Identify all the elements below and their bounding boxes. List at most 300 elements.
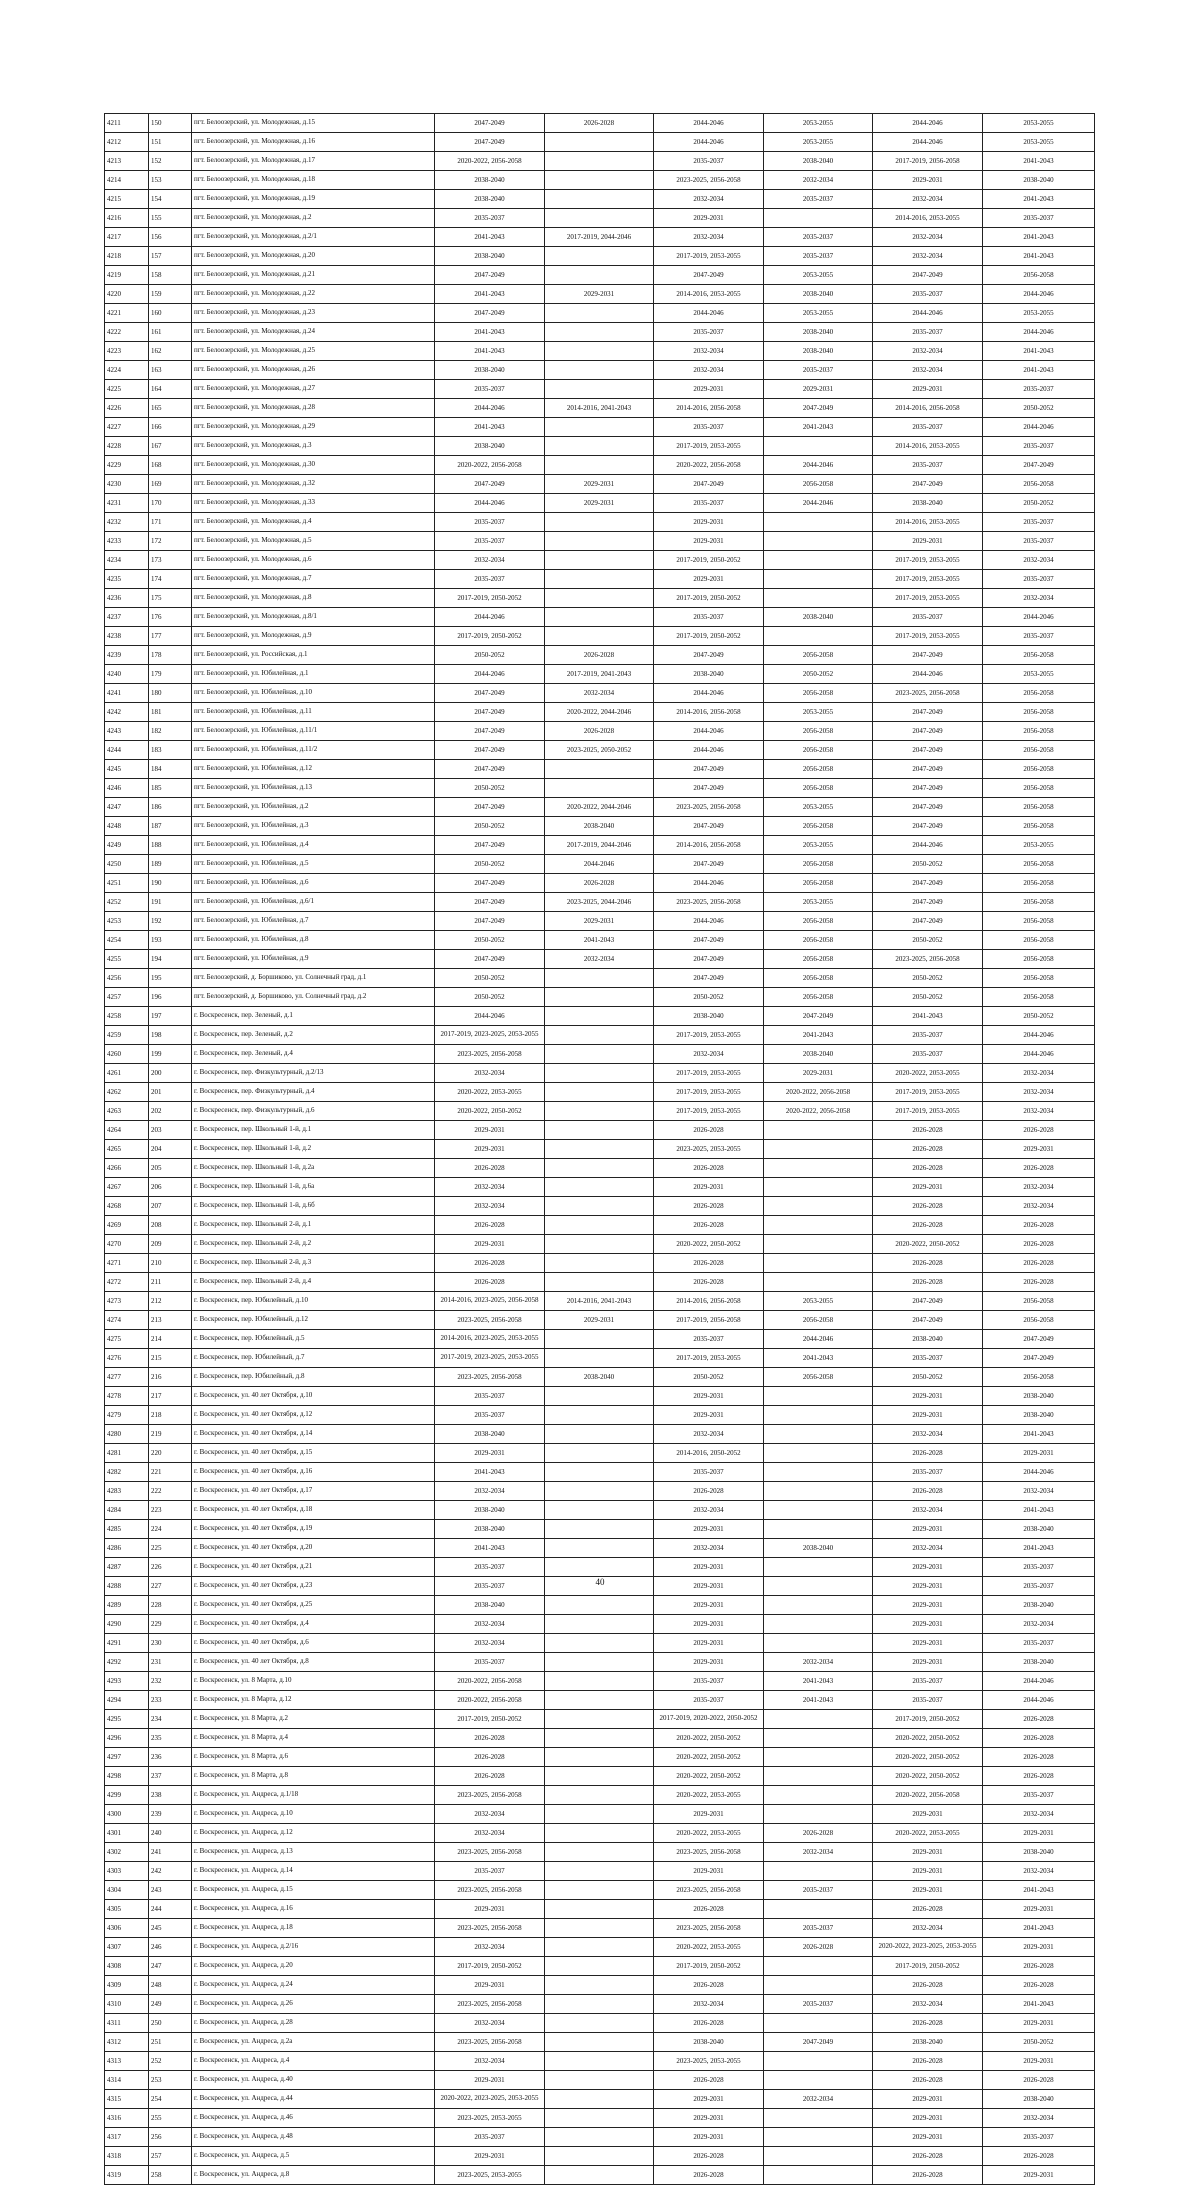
cell-period-f: 2032-2034 <box>983 1805 1095 1824</box>
cell-period-d: 2044-2046 <box>764 494 873 513</box>
cell-item-number: 162 <box>149 342 192 361</box>
cell-period-b: 2029-2031 <box>545 1311 654 1330</box>
cell-period-b <box>545 1919 654 1938</box>
cell-address: пгт. Белоозерский, ул. Юбилейная, д.9 <box>192 950 435 969</box>
cell-period-e: 2044-2046 <box>873 133 983 152</box>
cell-row-number: 4256 <box>105 969 149 988</box>
cell-item-number: 226 <box>149 1558 192 1577</box>
cell-period-e: 2029-2031 <box>873 1577 983 1596</box>
cell-address: пгт. Белоозерский, ул. Молодежная, д.7 <box>192 570 435 589</box>
cell-item-number: 255 <box>149 2109 192 2128</box>
cell-item-number: 239 <box>149 1805 192 1824</box>
cell-period-d: 2020-2022, 2056-2058 <box>764 1083 873 1102</box>
cell-address: г. Воскресенск, ул. Андреса, д.12 <box>192 1824 435 1843</box>
cell-period-a: 2023-2025, 2053-2055 <box>435 2166 545 2185</box>
cell-period-e: 2029-2031 <box>873 2128 983 2147</box>
cell-period-e: 2035-2037 <box>873 323 983 342</box>
cell-period-e: 2020-2022, 2050-2052 <box>873 1235 983 1254</box>
table-row <box>105 1995 1095 2014</box>
cell-period-c: 2044-2046 <box>654 133 764 152</box>
cell-period-f: 2038-2040 <box>983 1843 1095 1862</box>
cell-item-number: 210 <box>149 1254 192 1273</box>
cell-period-b <box>545 1064 654 1083</box>
cell-period-b <box>545 1216 654 1235</box>
cell-period-d <box>764 1159 873 1178</box>
cell-address: г. Воскресенск, ул. 40 лет Октября, д.15 <box>192 1444 435 1463</box>
cell-period-c: 2017-2019, 2053-2055 <box>654 1349 764 1368</box>
cell-period-c: 2044-2046 <box>654 722 764 741</box>
cell-period-c: 2026-2028 <box>654 2014 764 2033</box>
cell-period-f: 2038-2040 <box>983 1387 1095 1406</box>
cell-period-e: 2044-2046 <box>873 114 983 133</box>
cell-period-a: 2047-2049 <box>435 475 545 494</box>
cell-period-f: 2026-2028 <box>983 1121 1095 1140</box>
cell-period-c: 2029-2031 <box>654 1653 764 1672</box>
cell-item-number: 235 <box>149 1729 192 1748</box>
cell-period-e: 2026-2028 <box>873 2147 983 2166</box>
cell-period-e: 2032-2034 <box>873 1425 983 1444</box>
cell-address: пгт. Белоозерский, ул. Молодежная, д.15 <box>192 114 435 133</box>
cell-period-a: 2035-2037 <box>435 513 545 532</box>
table-row <box>105 551 1095 570</box>
cell-period-a: 2035-2037 <box>435 1862 545 1881</box>
cell-period-c: 2026-2028 <box>654 1254 764 1273</box>
cell-period-e: 2032-2034 <box>873 342 983 361</box>
cell-period-a: 2041-2043 <box>435 342 545 361</box>
cell-address: г. Воскресенск, ул. 8 Марта, д.2 <box>192 1710 435 1729</box>
cell-address: пгт. Белоозерский, ул. Юбилейная, д.8 <box>192 931 435 950</box>
cell-period-c: 2020-2022, 2056-2058 <box>654 456 764 475</box>
cell-period-f: 2056-2058 <box>983 912 1095 931</box>
cell-period-e: 2020-2022, 2053-2055 <box>873 1064 983 1083</box>
cell-period-e: 2047-2049 <box>873 722 983 741</box>
table-row <box>105 361 1095 380</box>
cell-period-f: 2029-2031 <box>983 1444 1095 1463</box>
table-row <box>105 2033 1095 2052</box>
cell-address: пгт. Белоозерский, ул. Молодежная, д.21 <box>192 266 435 285</box>
cell-period-e: 2032-2034 <box>873 1919 983 1938</box>
cell-period-b <box>545 627 654 646</box>
cell-row-number: 4264 <box>105 1121 149 1140</box>
cell-period-b <box>545 1634 654 1653</box>
cell-period-f: 2038-2040 <box>983 1596 1095 1615</box>
cell-period-b <box>545 247 654 266</box>
cell-period-e: 2017-2019, 2056-2058 <box>873 152 983 171</box>
cell-period-e: 2026-2028 <box>873 2071 983 2090</box>
cell-period-a: 2032-2034 <box>435 1064 545 1083</box>
cell-period-b: 2020-2022, 2044-2046 <box>545 703 654 722</box>
cell-period-c: 2026-2028 <box>654 1976 764 1995</box>
cell-period-b <box>545 608 654 627</box>
cell-period-c: 2032-2034 <box>654 228 764 247</box>
cell-address: г. Воскресенск, ул. 40 лет Октября, д.16 <box>192 1463 435 1482</box>
cell-period-c: 2029-2031 <box>654 380 764 399</box>
table-row <box>105 1083 1095 1102</box>
cell-period-b <box>545 1843 654 1862</box>
cell-period-a: 2035-2037 <box>435 1406 545 1425</box>
cell-period-c: 2014-2016, 2056-2058 <box>654 836 764 855</box>
cell-period-a: 2023-2025, 2056-2058 <box>435 1919 545 1938</box>
cell-period-e: 2032-2034 <box>873 190 983 209</box>
cell-item-number: 159 <box>149 285 192 304</box>
cell-period-a: 2017-2019, 2050-2052 <box>435 627 545 646</box>
cell-row-number: 4265 <box>105 1140 149 1159</box>
cell-period-c: 2014-2016, 2056-2058 <box>654 703 764 722</box>
cell-period-c: 2017-2019, 2053-2055 <box>654 1064 764 1083</box>
cell-period-b <box>545 1900 654 1919</box>
cell-address: пгт. Белоозерский, ул. Юбилейная, д.7 <box>192 912 435 931</box>
cell-item-number: 219 <box>149 1425 192 1444</box>
table-row <box>105 2128 1095 2147</box>
cell-period-b: 2041-2043 <box>545 931 654 950</box>
table-row <box>105 1729 1095 1748</box>
cell-period-d <box>764 551 873 570</box>
cell-period-a: 2038-2040 <box>435 190 545 209</box>
cell-period-a: 2050-2052 <box>435 646 545 665</box>
cell-item-number: 208 <box>149 1216 192 1235</box>
table-row <box>105 988 1095 1007</box>
cell-period-b <box>545 1349 654 1368</box>
cell-address: г. Воскресенск, ул. Андреса, д.44 <box>192 2090 435 2109</box>
cell-address: г. Воскресенск, ул. 40 лет Октября, д.8 <box>192 1653 435 1672</box>
cell-period-a: 2041-2043 <box>435 418 545 437</box>
cell-period-d <box>764 1862 873 1881</box>
cell-address: г. Воскресенск, пер. Юбилейный, д.10 <box>192 1292 435 1311</box>
cell-period-d <box>764 1482 873 1501</box>
cell-item-number: 174 <box>149 570 192 589</box>
cell-item-number: 164 <box>149 380 192 399</box>
cell-period-a: 2032-2034 <box>435 2052 545 2071</box>
schedule-table-body <box>105 114 1095 2185</box>
cell-period-a: 2038-2040 <box>435 171 545 190</box>
cell-item-number: 257 <box>149 2147 192 2166</box>
table-row <box>105 874 1095 893</box>
cell-item-number: 258 <box>149 2166 192 2185</box>
cell-period-c: 2017-2019, 2053-2055 <box>654 247 764 266</box>
cell-row-number: 4289 <box>105 1596 149 1615</box>
cell-address: г. Воскресенск, ул. 8 Марта, д.4 <box>192 1729 435 1748</box>
cell-period-d <box>764 532 873 551</box>
cell-period-f: 2026-2028 <box>983 1216 1095 1235</box>
cell-period-d <box>764 1140 873 1159</box>
cell-address: г. Воскресенск, пер. Школьный 2-й, д.1 <box>192 1216 435 1235</box>
cell-row-number: 4283 <box>105 1482 149 1501</box>
table-row <box>105 152 1095 171</box>
cell-period-d <box>764 1254 873 1273</box>
cell-period-a: 2020-2022, 2023-2025, 2053-2055 <box>435 2090 545 2109</box>
cell-period-f: 2047-2049 <box>983 1330 1095 1349</box>
cell-period-d: 2056-2058 <box>764 855 873 874</box>
cell-period-a: 2035-2037 <box>435 1653 545 1672</box>
table-row <box>105 1539 1095 1558</box>
cell-period-f: 2032-2034 <box>983 1178 1095 1197</box>
cell-row-number: 4220 <box>105 285 149 304</box>
cell-period-a: 2035-2037 <box>435 1577 545 1596</box>
cell-period-e: 2029-2031 <box>873 1596 983 1615</box>
cell-row-number: 4225 <box>105 380 149 399</box>
cell-item-number: 200 <box>149 1064 192 1083</box>
cell-period-a: 2032-2034 <box>435 1615 545 1634</box>
cell-item-number: 158 <box>149 266 192 285</box>
cell-period-c: 2044-2046 <box>654 912 764 931</box>
cell-period-d <box>764 1463 873 1482</box>
cell-period-c: 2014-2016, 2050-2052 <box>654 1444 764 1463</box>
cell-period-f: 2056-2058 <box>983 266 1095 285</box>
cell-address: г. Воскресенск, ул. Андреса, д.40 <box>192 2071 435 2090</box>
cell-period-d <box>764 513 873 532</box>
cell-item-number: 180 <box>149 684 192 703</box>
cell-item-number: 166 <box>149 418 192 437</box>
cell-period-f: 2056-2058 <box>983 950 1095 969</box>
cell-period-f: 2056-2058 <box>983 988 1095 1007</box>
cell-period-d <box>764 1976 873 1995</box>
cell-row-number: 4307 <box>105 1938 149 1957</box>
cell-period-e: 2035-2037 <box>873 418 983 437</box>
cell-row-number: 4267 <box>105 1178 149 1197</box>
cell-address: г. Воскресенск, пер. Физкультурный, д.6 <box>192 1102 435 1121</box>
cell-address: пгт. Белоозерский, ул. Юбилейная, д.11/1 <box>192 722 435 741</box>
cell-period-c: 2032-2034 <box>654 190 764 209</box>
cell-period-f: 2029-2031 <box>983 1140 1095 1159</box>
cell-period-e: 2026-2028 <box>873 1976 983 1995</box>
cell-period-e: 2050-2052 <box>873 988 983 1007</box>
cell-period-b <box>545 1672 654 1691</box>
cell-address: пгт. Белоозерский, ул. Молодежная, д.26 <box>192 361 435 380</box>
cell-item-number: 175 <box>149 589 192 608</box>
cell-item-number: 206 <box>149 1178 192 1197</box>
cell-address: г. Воскресенск, ул. Андреса, д.26 <box>192 1995 435 2014</box>
cell-period-e: 2020-2022, 2056-2058 <box>873 1786 983 1805</box>
cell-period-c: 2026-2028 <box>654 1121 764 1140</box>
cell-period-f: 2032-2034 <box>983 1064 1095 1083</box>
cell-period-f: 2053-2055 <box>983 665 1095 684</box>
cell-item-number: 197 <box>149 1007 192 1026</box>
table-row <box>105 1045 1095 1064</box>
cell-item-number: 150 <box>149 114 192 133</box>
table-row <box>105 722 1095 741</box>
cell-period-c: 2029-2031 <box>654 1805 764 1824</box>
cell-period-b <box>545 513 654 532</box>
cell-period-a: 2047-2049 <box>435 684 545 703</box>
cell-row-number: 4260 <box>105 1045 149 1064</box>
cell-row-number: 4303 <box>105 1862 149 1881</box>
cell-item-number: 185 <box>149 779 192 798</box>
cell-period-c: 2035-2037 <box>654 1463 764 1482</box>
cell-period-f: 2053-2055 <box>983 114 1095 133</box>
cell-period-b <box>545 1691 654 1710</box>
cell-period-c: 2029-2031 <box>654 1406 764 1425</box>
cell-row-number: 4212 <box>105 133 149 152</box>
cell-period-c: 2017-2019, 2050-2052 <box>654 1957 764 1976</box>
cell-period-b <box>545 1330 654 1349</box>
cell-period-e: 2026-2028 <box>873 1216 983 1235</box>
cell-row-number: 4287 <box>105 1558 149 1577</box>
cell-period-d: 2053-2055 <box>764 1292 873 1311</box>
cell-address: пгт. Белоозерский, ул. Молодежная, д.32 <box>192 475 435 494</box>
table-row <box>105 608 1095 627</box>
cell-period-f: 2050-2052 <box>983 494 1095 513</box>
cell-period-d: 2056-2058 <box>764 760 873 779</box>
cell-row-number: 4226 <box>105 399 149 418</box>
cell-row-number: 4318 <box>105 2147 149 2166</box>
cell-period-c: 2023-2025, 2056-2058 <box>654 1919 764 1938</box>
cell-row-number: 4218 <box>105 247 149 266</box>
cell-period-e: 2032-2034 <box>873 1501 983 1520</box>
cell-period-b <box>545 1729 654 1748</box>
cell-period-f: 2035-2037 <box>983 2128 1095 2147</box>
cell-period-b <box>545 2033 654 2052</box>
cell-period-b <box>545 456 654 475</box>
cell-period-e: 2038-2040 <box>873 494 983 513</box>
cell-row-number: 4251 <box>105 874 149 893</box>
cell-period-d: 2053-2055 <box>764 266 873 285</box>
table-row <box>105 1748 1095 1767</box>
cell-period-f: 2038-2040 <box>983 1653 1095 1672</box>
cell-period-d <box>764 1178 873 1197</box>
cell-row-number: 4268 <box>105 1197 149 1216</box>
cell-address: г. Воскресенск, ул. 8 Марта, д.8 <box>192 1767 435 1786</box>
cell-period-f: 2038-2040 <box>983 171 1095 190</box>
table-row <box>105 1387 1095 1406</box>
cell-period-b <box>545 1140 654 1159</box>
cell-period-e: 2026-2028 <box>873 1444 983 1463</box>
cell-period-b <box>545 2090 654 2109</box>
table-row <box>105 114 1095 133</box>
cell-address: г. Воскресенск, ул. Андреса, д.28 <box>192 2014 435 2033</box>
cell-period-c: 2014-2016, 2056-2058 <box>654 1292 764 1311</box>
cell-row-number: 4299 <box>105 1786 149 1805</box>
cell-item-number: 156 <box>149 228 192 247</box>
cell-period-f: 2044-2046 <box>983 285 1095 304</box>
cell-row-number: 4294 <box>105 1691 149 1710</box>
cell-period-e: 2017-2019, 2053-2055 <box>873 551 983 570</box>
cell-period-a: 2050-2052 <box>435 988 545 1007</box>
cell-row-number: 4227 <box>105 418 149 437</box>
cell-row-number: 4290 <box>105 1615 149 1634</box>
cell-period-f: 2041-2043 <box>983 1995 1095 2014</box>
cell-period-a: 2038-2040 <box>435 247 545 266</box>
cell-period-f: 2056-2058 <box>983 855 1095 874</box>
cell-item-number: 190 <box>149 874 192 893</box>
cell-item-number: 189 <box>149 855 192 874</box>
cell-period-c: 2026-2028 <box>654 2147 764 2166</box>
cell-item-number: 230 <box>149 1634 192 1653</box>
table-row <box>105 1064 1095 1083</box>
cell-period-a: 2032-2034 <box>435 1197 545 1216</box>
table-row <box>105 969 1095 988</box>
cell-row-number: 4254 <box>105 931 149 950</box>
cell-period-d <box>764 1558 873 1577</box>
cell-period-c: 2020-2022, 2050-2052 <box>654 1767 764 1786</box>
cell-item-number: 253 <box>149 2071 192 2090</box>
cell-item-number: 198 <box>149 1026 192 1045</box>
cell-row-number: 4216 <box>105 209 149 228</box>
cell-period-c: 2029-2031 <box>654 1862 764 1881</box>
cell-period-c: 2029-2031 <box>654 1178 764 1197</box>
cell-period-c: 2026-2028 <box>654 1482 764 1501</box>
cell-period-e: 2032-2034 <box>873 247 983 266</box>
cell-period-e: 2050-2052 <box>873 855 983 874</box>
cell-address: г. Воскресенск, ул. 40 лет Октября, д.23 <box>192 1577 435 1596</box>
cell-item-number: 217 <box>149 1387 192 1406</box>
cell-period-a: 2035-2037 <box>435 209 545 228</box>
cell-period-a: 2038-2040 <box>435 1596 545 1615</box>
cell-period-a: 2020-2022, 2056-2058 <box>435 1672 545 1691</box>
cell-item-number: 173 <box>149 551 192 570</box>
cell-address: пгт. Белоозерский, ул. Юбилейная, д.6 <box>192 874 435 893</box>
cell-period-d: 2053-2055 <box>764 304 873 323</box>
cell-address: пгт. Белоозерский, ул. Молодежная, д.3 <box>192 437 435 456</box>
cell-period-d <box>764 1596 873 1615</box>
cell-period-a: 2047-2049 <box>435 950 545 969</box>
cell-period-c: 2029-2031 <box>654 1387 764 1406</box>
cell-period-a: 2023-2025, 2053-2055 <box>435 2109 545 2128</box>
cell-period-a: 2020-2022, 2056-2058 <box>435 1691 545 1710</box>
cell-period-b <box>545 209 654 228</box>
cell-item-number: 205 <box>149 1159 192 1178</box>
cell-address: пгт. Белоозерский, ул. Молодежная, д.8/1 <box>192 608 435 627</box>
cell-address: г. Воскресенск, пер. Школьный 2-й, д.4 <box>192 1273 435 1292</box>
cell-item-number: 246 <box>149 1938 192 1957</box>
cell-row-number: 4258 <box>105 1007 149 1026</box>
cell-row-number: 4235 <box>105 570 149 589</box>
cell-period-e: 2026-2028 <box>873 2014 983 2033</box>
cell-period-d <box>764 1957 873 1976</box>
cell-period-c: 2035-2037 <box>654 418 764 437</box>
cell-address: г. Воскресенск, ул. Андреса, д.8 <box>192 2166 435 2185</box>
cell-period-c: 2017-2019, 2053-2055 <box>654 1083 764 1102</box>
cell-period-d: 2056-2058 <box>764 741 873 760</box>
cell-row-number: 4304 <box>105 1881 149 1900</box>
cell-period-a: 2035-2037 <box>435 570 545 589</box>
cell-address: г. Воскресенск, ул. Андреса, д.48 <box>192 2128 435 2147</box>
cell-period-d <box>764 627 873 646</box>
cell-period-a: 2017-2019, 2023-2025, 2053-2055 <box>435 1026 545 1045</box>
table-row <box>105 2014 1095 2033</box>
cell-address: пгт. Белоозерский, ул. Юбилейная, д.5 <box>192 855 435 874</box>
table-row <box>105 1007 1095 1026</box>
cell-period-b <box>545 1938 654 1957</box>
cell-address: г. Воскресенск, ул. Андреса, д.2а <box>192 2033 435 2052</box>
cell-period-d <box>764 1235 873 1254</box>
cell-period-d <box>764 589 873 608</box>
cell-item-number: 152 <box>149 152 192 171</box>
cell-period-c: 2032-2034 <box>654 1045 764 1064</box>
cell-period-b <box>545 1805 654 1824</box>
cell-period-f: 2026-2028 <box>983 1159 1095 1178</box>
cell-period-b <box>545 1102 654 1121</box>
table-row <box>105 1140 1095 1159</box>
cell-period-e: 2050-2052 <box>873 1368 983 1387</box>
table-row <box>105 760 1095 779</box>
cell-period-d: 2056-2058 <box>764 1311 873 1330</box>
cell-period-c: 2029-2031 <box>654 209 764 228</box>
cell-period-d: 2029-2031 <box>764 380 873 399</box>
table-row <box>105 1406 1095 1425</box>
cell-row-number: 4310 <box>105 1995 149 2014</box>
cell-period-c: 2035-2037 <box>654 1330 764 1349</box>
cell-period-e: 2029-2031 <box>873 1881 983 1900</box>
cell-period-f: 2056-2058 <box>983 874 1095 893</box>
cell-period-d: 2053-2055 <box>764 114 873 133</box>
cell-period-d: 2035-2037 <box>764 361 873 380</box>
cell-row-number: 4317 <box>105 2128 149 2147</box>
cell-period-d <box>764 1406 873 1425</box>
cell-period-d: 2056-2058 <box>764 646 873 665</box>
cell-period-e: 2047-2049 <box>873 874 983 893</box>
cell-address: г. Воскресенск, ул. 40 лет Октября, д.20 <box>192 1539 435 1558</box>
cell-period-a: 2032-2034 <box>435 2014 545 2033</box>
